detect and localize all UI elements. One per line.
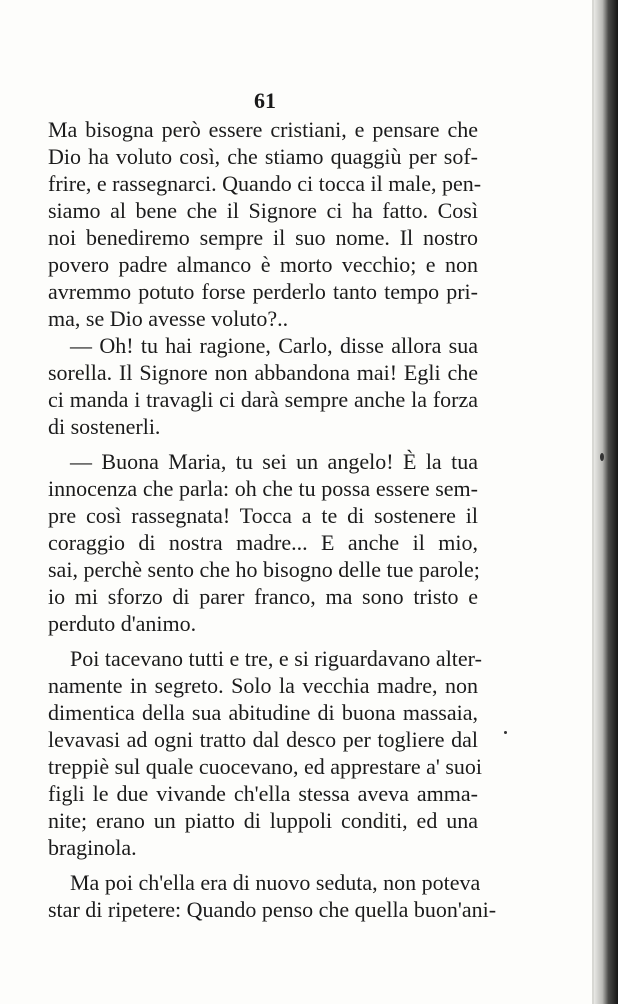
text-line: sorella. Il Signore non abbandona mai! Egli che bbox=[48, 360, 478, 385]
text-line: — Buona Maria, tu sei un angelo! È la tua bbox=[70, 449, 478, 474]
text-line: treppiè sul quale cuocevano, ed apprestare a' suoi bbox=[48, 754, 483, 779]
text-line: figli le due vivande ch'ella stessa aveva ammа- bbox=[48, 781, 478, 806]
text-line: dimentica della sua abitudine di buona massaia, bbox=[48, 700, 478, 725]
text-line: Ma poi ch'ella era di nuovo seduta, non poteva bbox=[70, 870, 481, 895]
text-line: pre così rassegnata! Tocca a te di sostenere il bbox=[48, 503, 478, 528]
text-line: levavasi ad ogni tratto dal desco per togliere dal bbox=[48, 727, 478, 752]
text-line: di sostenerli. bbox=[48, 414, 161, 439]
text-line: frire, e rassegnarci. Quando ci tocca il male, pen- bbox=[48, 171, 482, 196]
text-line: — Oh! tu hai ragione, Carlo, disse allora sua bbox=[70, 333, 478, 358]
text-line: avremmo potuto forse perderlo tanto tempo pri- bbox=[48, 279, 478, 304]
page-number: 61 bbox=[254, 88, 276, 113]
text-line: Poi tacevano tutti e tre, e si riguardavano alter- bbox=[70, 646, 482, 671]
text-line: star di ripetere: Quando penso che quella buon'ani- bbox=[48, 897, 497, 922]
text-line: namente in segreto. Solo la vecchia madre, non bbox=[48, 673, 478, 698]
text-line: nite; erano un piatto di luppoli conditi, ed una bbox=[48, 808, 478, 833]
body-text bbox=[48, 116, 497, 923]
ink-speck bbox=[504, 731, 507, 734]
text-line: coraggio di nostra madre... E anche il mio, bbox=[48, 530, 478, 555]
ink-speck bbox=[600, 453, 604, 461]
book-spine-shadow bbox=[594, 0, 618, 1004]
text-line: siamo al bene che il Signore ci ha fatto. Così bbox=[48, 198, 478, 223]
text-line: ci manda i travagli ci darà sempre anche la forza bbox=[48, 387, 478, 412]
text-line: io mi sforzo di parer franco, ma sono tristo e bbox=[48, 584, 478, 609]
text-line: sai, perchè sento che ho bisogno delle tue parole; bbox=[48, 557, 480, 582]
text-line: braginola. bbox=[48, 835, 137, 860]
text-line: perduto d'animo. bbox=[48, 611, 197, 636]
text-line: noi benediremo sempre il suo nome. Il nostro bbox=[48, 225, 478, 250]
text-line: ma, se Dio avesse voluto?.. bbox=[48, 306, 289, 331]
text-line: Ma bisogna però essere cristiani, e pensare che bbox=[48, 117, 478, 142]
text-line: Dio ha voluto così, che stiamo quaggiù per sof- bbox=[48, 144, 478, 169]
text-line: innocenza che parla: oh che tu possa essere sem- bbox=[48, 476, 478, 501]
text-line: povero padre almanco è morto vecchio; e non bbox=[48, 252, 478, 277]
